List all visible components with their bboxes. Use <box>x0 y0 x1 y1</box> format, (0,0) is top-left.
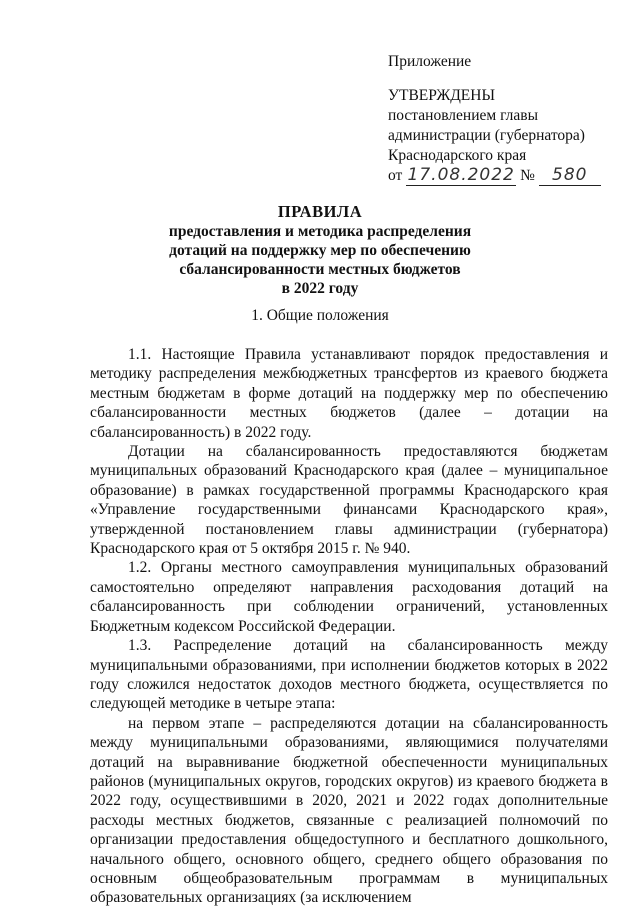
paragraph: на первом этапе – распределяются дотации на сбалансированность между муниципальными образованиями, являющимися получателями дотаций на выравнивание бюджетной обеспеченности муниципальных районов (муниципальных округов, городских округов) из краевого бюджета в 2022 году, осуществившими в 2020, 2021 и 2022 годах дополнительные расходы местных бюджетов, связанные с реализацией полномочий по организации предоставления общедоступного и бесплатного дошкольного, начального общего, основного общего, среднего общего образования по основным общеобразовательным программам в муниципальных образовательных организациях (за исключением <box>90 714 608 907</box>
paragraph: Дотации на сбалансированность предоставляются бюджетам муниципальных образований Краснодарского края (далее – муниципальное образование) в рамках государственной программы Краснодарского края «Управление государственными финансами Краснодарского края», утвержденной постановлением главы администрации (губернатора) Краснодарского края от 5 октября 2015 г. № 940. <box>90 443 608 558</box>
approval-line: Краснодарского края <box>388 147 527 164</box>
paragraph: 1.3. Распределение дотаций на сбалансированность между муниципальными образованиями, при исполнении бюджетов которых в 2022 году сложился недостаток доходов местного бюджета, осуществляется по следующей методике в четыре этапа: <box>90 637 608 713</box>
paragraph: 1.1. Настоящие Правила устанавливают порядок предоставления и методику распределения межбюджетных трансфертов из краевого бюджета местным бюджетам в форме дотаций на поддержку мер по обеспечению сбалансированности местных бюджетов (далее – дотации на сбалансированность) в 2022 году. <box>90 346 608 441</box>
section-heading: 1. Общие положения <box>251 307 389 324</box>
title-line: предоставления и методика распределения <box>168 223 472 240</box>
number-field <box>539 166 601 186</box>
date-prefix: от <box>388 167 403 184</box>
title-line: дотаций на поддержку мер по обеспечению <box>169 242 471 259</box>
date-number-line <box>388 166 628 188</box>
title-line: сбалансированности местных бюджетов <box>179 261 461 278</box>
document-body <box>90 345 608 908</box>
approved-label: УТВЕРЖДЕНЫ <box>388 87 495 104</box>
date-handwritten: 17.08.2022 <box>407 165 515 185</box>
appendix-label: Приложение <box>388 53 472 70</box>
approval-block <box>388 52 628 188</box>
title-main: ПРАВИЛА <box>277 202 363 221</box>
title-line: в 2022 году <box>281 280 359 297</box>
date-field <box>406 166 516 186</box>
number-handwritten: 580 <box>552 165 588 185</box>
paragraph: 1.2. Органы местного самоуправления муниципальных образований самостоятельно определяют направления расходования дотаций на сбалансированность при соблюдении ограничений, установленных Бюджетным кодексом Российской Федерации. <box>90 559 608 635</box>
document-title <box>130 202 510 298</box>
approval-line: администрации (губернатора) <box>388 127 585 144</box>
approval-line: постановлением главы <box>388 107 538 124</box>
number-prefix: № <box>520 167 535 184</box>
